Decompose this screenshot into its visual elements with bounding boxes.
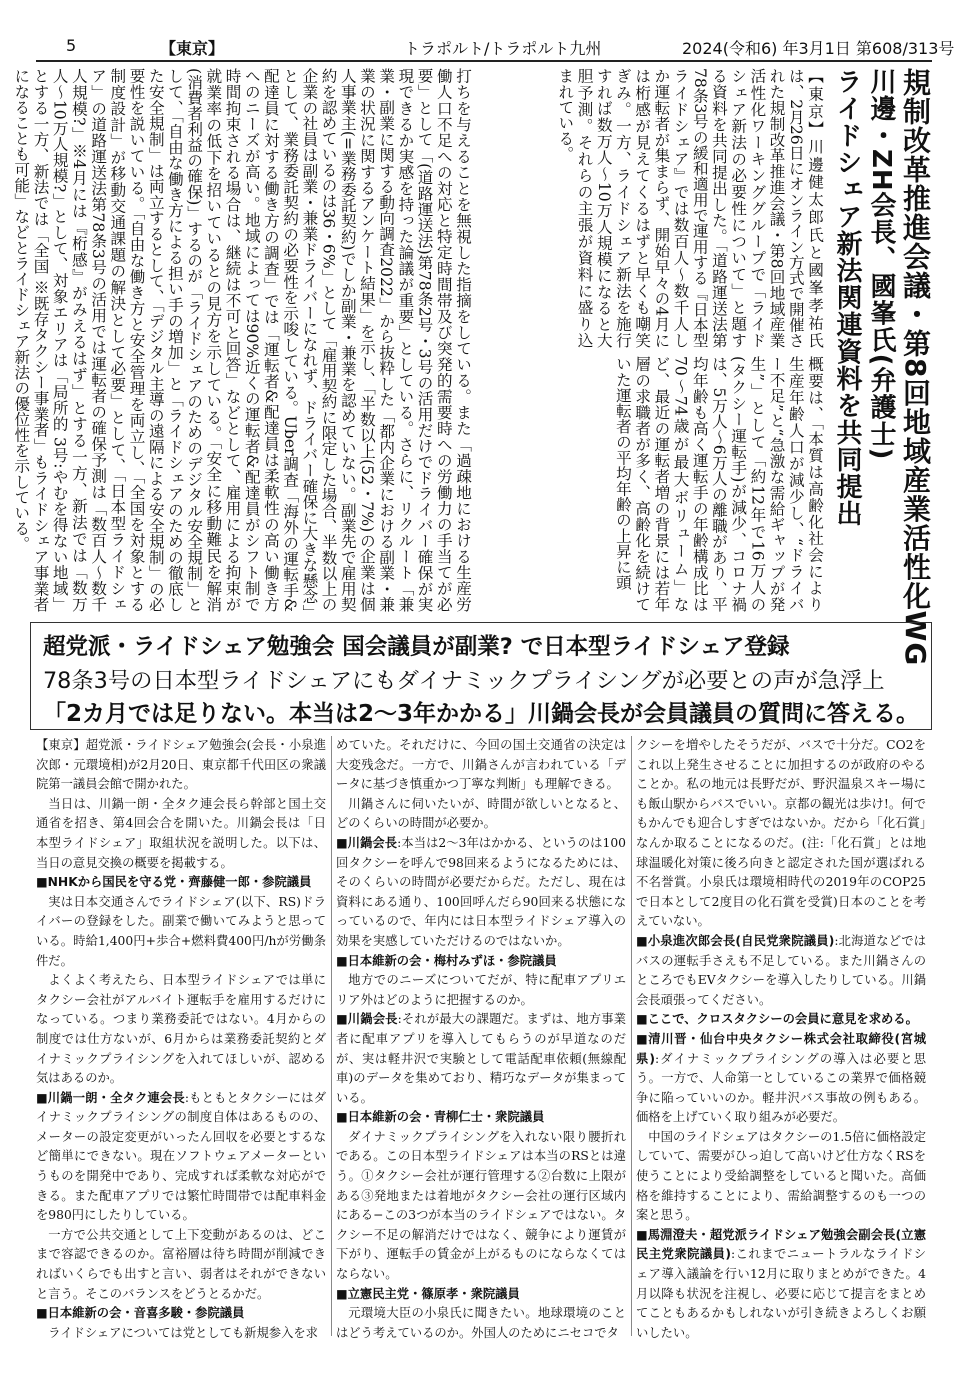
vertical-headline	[824, 68, 932, 667]
speaker-paragraph	[36, 1089, 326, 1226]
paragraph: 一方で公共交通として上下変動があるのは、どこまで容認できるのか。富裕層は待ち時間が削減できればいくらでも出すと言い、弱者はそれができないと言う。そこのバランスをどうとるかだ。	[36, 1227, 326, 1301]
vertical-body	[12, 68, 824, 612]
speaker-text: :北海道などではバスの運転手さえも不足している。また川鍋さんのところでもEVタクシーを導入したりしている。川鍋会長頑張ってください。	[636, 933, 926, 1007]
speaker-text: :本当は2〜3年はかかる、というのは100回タクシーを呼んで98回来るようになるためには、そのくらいの時間が必要だからだ。ただし、現在は資料にある通り、100回呼んだら90回来る状態になっているので、年内には日本型ライドシェア導入の効果を実感していただけるのではないか。	[336, 835, 627, 948]
quote-headline: 「2カ月では足りない。本当は2〜3年かかる」川鍋会長が会員議員の質問に答える。	[43, 701, 920, 727]
paragraph: クシーを増やしたそうだが、バスで十分だ。CO2をこれ以上発生させることに加担するのが政府のやることか。私の地元は長野だが、野沢温泉スキー場にも飯山駅からバスでいい。京都の観光は歩け!。何でもかんでも迎合しすぎではないか。だから「化石賞」なんか取ることになるのだ。(注:「化石賞」とは地球温暖化対策に後ろ向きと認定された国が選ばれる不名誉賞。小泉氏は環境相時代の2019年のCOP25で日本として2度目の化石賞を受賞)日本のことを考えていない。	[636, 738, 926, 929]
paragraph: ライドシェアについては党としても新規参入を求	[48, 1325, 318, 1340]
speaker-text: :もともとタクシーにはダイナミックプライシングの制度自体はあるものの、メーターの設定変更がいったん回収を必要とするなど簡単にできない。現在ソフトウェアメーターというものを開発中であり、完成すれば柔軟な対応ができる。また配車アプリでは繁忙時間帯では配車料金を980円にしたりしている。	[36, 1090, 326, 1223]
speaker-paragraph	[636, 1226, 926, 1344]
vertical-body-part-1: 【東京】川邊健太郎氏と國峯孝祐氏は、2月26日にオンライン方式で開催された規制改革推進会議・第8回地域産業活性化ワーキンググループで「ライドシェア新法の必要性について」と題する資料を共同提出した。「道路運送法第78条3号の緩和適用で運用する『日本型ライドシェア』では数百人〜数千人しか運転者が集まらず、開始早々の4月には桁感が見えてくるはずと早くも嘲笑ぎみ。一方、ライドシェア新法を施行すれば数万人〜10万人規模になると大胆予測。それらの主張が資料に盛り込まれている。	[556, 68, 824, 348]
paragraph: 当日は、川鍋一朗・全タク連会長ら幹部と国土交通省を招き、第4回会合を開いた。川鍋会長は「日本型ライドシェア」取組状況を説明した。以下は、当日の意見交換の概要を掲載する。	[36, 796, 326, 870]
newspaper-name: トラポルト/トラポルト九州	[404, 39, 602, 58]
speaker-text: :ダイナミックプライシングの導入は必要と思う。一方で、人命第一としているこの業界で価格競争に陥っていいのか。軽井沢バス事故の例もある。価格を上げていく取り組みが必要だ。	[636, 1051, 927, 1125]
speaker-text: :それが最大の課題だ。まずは、地方事業者に配車アプリを導入してもらうのが早道なのだが、実は軽井沢で実験として電話配車依頼(無線配車)のデータを集めており、精巧なデータが集まっている。	[336, 1012, 626, 1105]
speaker-paragraph	[636, 1030, 926, 1128]
issue-info: 2024(令和6) 年3月1日 第608/313号	[682, 39, 955, 58]
speaker-name: ■清川晋・仙台中央タクシー株式会社取締役(宮城県)	[636, 1031, 926, 1066]
paragraph: よくよく考えたら、日本型ライドシェアでは単にタクシー会社がアルバイト運転手を雇用するだけになっている。つまり業務委託ではない。4月からの制度では仕方ないが、6月からは業務委託契約とダイナミックプライシングを入れてほしいが、認める気はあるのか。	[36, 973, 326, 1086]
speaker-name: ■小泉進次郎会長(自民党衆院議員)	[636, 933, 835, 948]
speaker-name: ■川鍋会長	[336, 835, 398, 850]
speaker-text: :これまでニュートラルなライドシェア導入議論を行い12月に取りまとめができた。4月以降も状況を注視し、必要に応じて提言をまとめてこともあるかもしれないが引き続きよろしくお願いしたい。	[636, 1247, 927, 1340]
speaker-paragraph	[336, 1010, 626, 1108]
vertical-body-part-3: 打ちを与えることを無視した指摘をしている。また「過疎地における生産労働人口不足への対応と特定時間帯及び突発的需要時への労働力の手当てが必要」として「(道路運送法)第78条2号・3号の活用だけでドライバー確保が実現できるか実感を持った論議が重要」としている。さらに、リクルート「兼業・副業に関する動向調査2022」から抜粋した「都内企業における副業・兼業の状況に関するアンケート結果」を示し、「半数以上(52・7%)の企業は個人事業主(=業務委託契約)でしか副業・兼業を認めていない。副業先で雇用契約を認めているのは36・6%」として「雇用契約に限定した場合、半数以上の企業の社員は副業・兼業ドライバーになれず、ドライバー確保に大きな懸念」として、業務委託契約の必要性を示唆している。Uber調査「海外の運転手&配達員に対する働き方の調査」では「運転者&配達員は柔軟性の高い働き方へのニーズが高い。地域によっては90%近くの運転者&配達員がシフト制で時間拘束される場合は、継続は不可と回答」などとして、雇用による拘束が就業率の低下を招いているとの見方を示している。「安全に移動難民を解消(消費者利益の確保)」するのが「ライドシェアのためのデジタル安全規制」として、「自由な働き方による担い手の増加」と「ライドシェアのための徹底した安全規制」は両立するとして、「デジタル主導の遠隔による安全規制」の必要性を説いている。「自由な働き方と安全管理を両立し、「全国を対象とする制度設計」が移動交通課題の解決として必要」として、「日本型ライドシェア」の道路運送法第78条3号の活用では運転者の確保予測は「数百人〜数千人規模?」※4月には『桁感』がみえるはず」とする一方、新法では「数万人〜10万人規模?」として、対象エリアは「局所的 3号:やむを得ない地域」とする一方、新法では「全国 ※既存タクシー事業者」もライドシェア事業者になることも可能」などとライドシェア新法の優位性を示している。	[12, 68, 472, 612]
main-headline: 超党派・ライドシェア勉強会 国会議員が副業? で日本型ライドシェア登録	[43, 634, 790, 660]
speaker-name: ■川鍋会長	[336, 1012, 398, 1027]
speaker-heading: ■ここで、クロスタクシーの会員に意見を求める。	[636, 1012, 918, 1027]
article-column-1	[36, 736, 326, 1340]
paragraph: めていた。それだけに、今回の国土交通省の決定は大変残念だ。一方で、川鍋さんが言われている「データに基づき慎重かつ丁寧な判断」も理解できる。	[336, 738, 626, 792]
headline-line-2: 川邊・ZH会長、國峯氏(弁護士)	[866, 68, 896, 461]
speaker-heading: ■立憲民主党・篠原孝・衆院議員	[336, 1286, 520, 1301]
vertical-body-part-2: 概要は、「本質は高齢化社会により生産年齢人口が減少し、“ドライバー不足”と“急激な需給ギャップが発生”」として「約12年で16万人の(タクシー運転手)が減少、コロナ禍は、5万人〜6万人の離職があり、平均年齢も高く運転手の年齢構成比は70〜74歳が最大ボリューム」など、最近の運転者増の背景には若年層の求職者が多く、高齢化を続けていた運転者の平均年齢の上昇に頭	[613, 356, 824, 612]
article-columns	[36, 736, 928, 1340]
column-divider	[631, 736, 632, 1336]
speaker-paragraph	[336, 834, 626, 952]
paragraph: 中国のライドシェアはタクシーの1.5倍に価格設定していて、需要がひっ迫して高いけど仕方なくRSを使うことにより受給調整をしていると聞いた。高価格を維持することにより、需給調整するのも一つの案と思う。	[636, 1129, 926, 1223]
speaker-heading: ■NHKから国民を守る党・齊藤健一郎・参院議員	[36, 875, 312, 890]
section-label: 【東京】	[160, 39, 225, 58]
page-header	[36, 32, 955, 62]
paragraph: 【東京】超党派・ライドシェア勉強会(会長・小泉進次郎・元環境相)が2月20日、東京都千代田区の衆議院第一議員会館で開かれた。	[36, 738, 326, 792]
article-column-3	[636, 736, 927, 1340]
paragraph: ダイナミックプライシングを入れない限り腰折れである。この日本型ライドシェアは本当のRSとは違う。①タクシー会社が運行管理する②台数に上限がある③発地または着地がタクシー会社の運行区域内にある−この3つが本当のライドシェアではない。タクシー不足の解消だけではなく、競争により運賃が下がり、運転手の賃金が上がるものにならなくてはならない。	[336, 1129, 626, 1282]
speaker-name: ■川鍋一朗・全タク連会長	[36, 1090, 185, 1105]
headline-line-3: ライドシェア新法関連資料を共同提出	[832, 68, 862, 527]
paragraph: 実は日本交通さんでライドシェア(以下、RS)ドライバーの登録をした。副業で働いてみようと思っている。時給1,400円+歩合+燃料費400円/hが労働条件だ。	[36, 894, 326, 968]
speaker-heading: ■日本維新の会・青柳仁士・衆院議員	[336, 1110, 545, 1125]
paragraph: 地方でのニーズについてだが、特に配車アプリエリア外はどのように把握するのか。	[336, 973, 626, 1007]
sub-headline: 78条3号の日本型ライドシェアにもダイナミックプライシングが必要との声が急浮上	[43, 668, 885, 694]
speaker-name: ■馬淵澄夫・超党派ライドシェア勉強会副会長(立憲民主党衆院議員)	[636, 1227, 926, 1262]
speaker-heading: ■日本維新の会・音喜多駿・参院議員	[36, 1306, 245, 1321]
headline-line-1: 規制改革推進会議・第8回地域産業活性化WG	[899, 68, 932, 667]
paragraph: 元環境大臣の小泉氏に聞きたい。地球環境のことはどう考えているのか。外国人のためにニセコでタ	[336, 1306, 626, 1340]
speaker-heading: ■日本維新の会・梅村みずほ・参院議員	[336, 953, 557, 968]
article-column-2	[336, 736, 627, 1340]
page-number: 5	[66, 36, 77, 55]
speaker-paragraph	[636, 932, 926, 1010]
paragraph: 川鍋さんに伺いたいが、時間が欲しいとなると、どのくらいの時間が必要か。	[336, 796, 626, 831]
headline-box	[30, 622, 932, 730]
column-divider	[331, 736, 332, 1336]
